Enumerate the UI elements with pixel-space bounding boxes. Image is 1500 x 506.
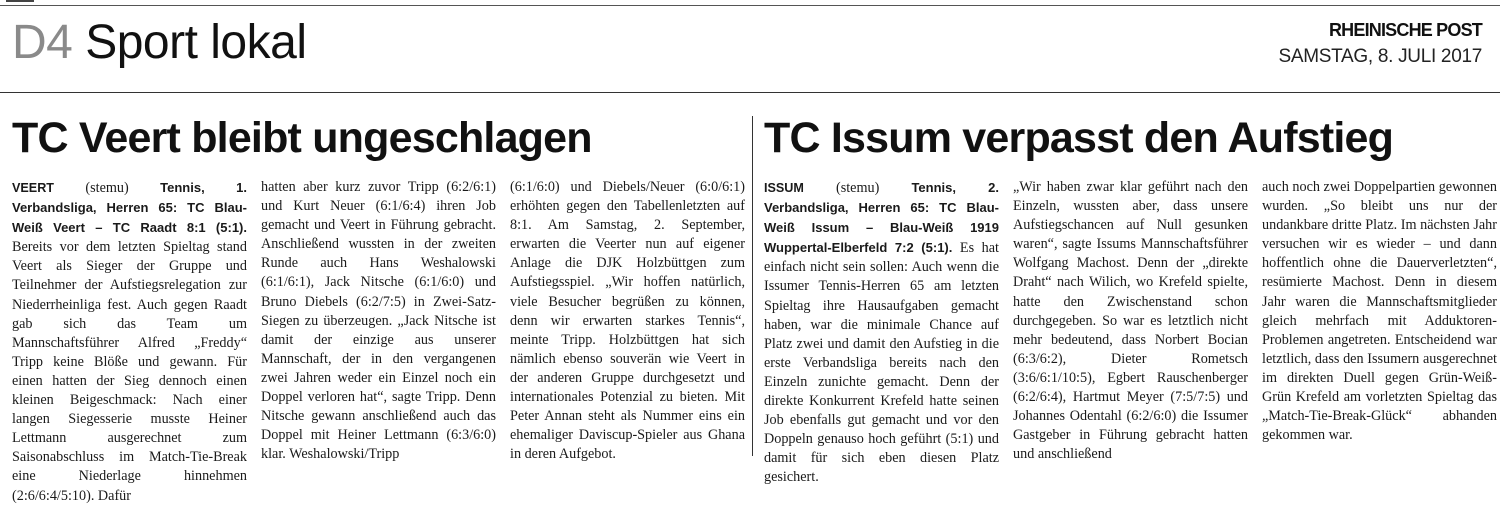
article-headline: TC Issum verpasst den Aufstieg [764,114,1394,162]
article-column-2: hatten aber kurz zuvor Tripp (6:2/6:1) und Kurt Neuer (6:1/6:4) ihren Job gemacht und Veert in Führung gebracht. Anschließend wussten in der zweiten Runde auch Hans Weshalowski (6:1/6:1), Jack Nitsche (6:1/6:0) und Bruno Diebels (6:2/7:5) in Zwei-Satz-Siegen zu überzeugen. „Jack Nitsche ist damit der einzige aus unserer Mannschaft, der in den vergangenen zwei Jahren weder ein Einzel noch ein Doppel verloren hat“, sagte Tripp. Denn Nitsche gewann anschließend auch das Doppel mit Heiner Lettmann (6:3/6:0) klar. Weshalowski/Tripp [261,179,496,463]
article-veert [12,108,745,504]
article-body [764,178,1497,486]
article-divider [752,116,753,456]
top-corner-mark [6,0,34,2]
section-name: Sport lokal [85,16,307,69]
dateline: ISSUM [764,181,804,195]
column-text: Es hat einfach nicht sein sollen: Auch wenn die Issumer Tennis-Herren 65 am letzten Spieltag ihre Hausaufgaben gemacht haben, war die minimale Chance auf Platz zwei und damit den Aufstieg in die erste Verbandsliga bereits nach den Einzeln zunichte gemacht. Denn der direkte Konkurrent Krefeld hatte seinen Job ebenfalls gut gemacht und vor den Doppeln genauso hoch geführt (5:1) und damit für sich eben diesen Platz gesichert. [764,240,999,486]
section-title [12,16,306,70]
section-code: D4 [12,16,73,69]
article-column-1 [764,178,999,488]
lead-match-result: Tennis, 2. Verbandsliga, Herren 65: TC Blau-Weiß Issum – Blau-Weiß 1919 Wuppertal-Elberfeld 7:2 (5:1). [764,180,999,256]
article-column-2: „Wir haben zwar klar geführt nach den Einzeln, wussten aber, dass unsere Aufstiegschancen auf Null gesunken waren“, sagte Issums Mannschaftsführer Wolfgang Machost. Denn der „direkte Draht“ nach Wilich, wo Krefeld spielte, hatte den Zwischenstand schon durchgegeben. So war es letztlich nicht mehr bedeutend, dass Norbert Bocian (6:3/6:2), Dieter Rometsch (3:6/6:1/10:5), Egbert Rauschenberger (6:2/6:4), Hartmut Meyer (7:5/7:5) und Johannes Odentahl (6:2/6:0) die Issumer Gastgeber in Führung gebracht hatten und anschließend [1013,179,1248,463]
publication-date: SAMSTAG, 8. JULI 2017 [1278,46,1482,67]
article-column-3: (6:1/6:0) und Diebels/Neuer (6:0/6:1) erhöhten gegen den Tabellenletzten auf 8:1. Am Samstag, 2. September, erwarten die Veerter nun auf eigener Anlage die DJK Holzbüttgen zum Aufstiegsspiel. „Wir hoffen natürlich, viele Besucher begrüßen zu können, denn wir erwarten starkes Tennis“, meinte Tripp. Holzbüttgen hat sich nämlich ebenso souverän wie Veert in der anderen Gruppe durchgesetzt und internationales Potenzial zu bieten. Mit Peter Annan steht als Nummer eins ein ehemaliger Daviscup-Spieler aus Ghana in deren Aufgebot. [510,179,745,463]
article-headline: TC Veert bleibt ungeschlagen [12,114,592,162]
article-issum [764,108,1497,486]
dateline: VEERT [12,181,54,195]
article-column-3: auch noch zwei Doppelpartien gewonnen wurden. „So bleibt uns nur der undankbare dritte Platz. Im nächsten Jahr versuchen wir es wieder – und dann hoffentlich ohne die Dauerverletzten“, resümierte Machost. Denn in diesem Jahr waren die Mannschaftsmitglieder gleich mehrfach mit Adduktoren-Problemen angetreten. Entscheidend war letztlich, dass den Issumern ausgerechnet im direkten Duell gegen Grün-Weiß-Grün Krefeld am vorletzten Spieltag das „Match-Tie-Break-Glück“ abhanden gekommen war. [1262,179,1497,444]
header-rule [0,92,1500,93]
column-text: Bereits vor dem letzten Spieltag stand Veert als Sieger der Gruppe und Teilnehmer der Aufstiegsrelegation zur Niederrheinliga fest. Auch gegen Raadt gab sich das Team um Mannschaftsführer Alfred „Freddy“ Tripp keine Blöße und gewann. Für einen hatten der Sieg dennoch einen kleinen Beigeschmack: Nach einer langen Siegesserie musste Heiner Lettmann ausgerechnet zum Saisonabschluss im Match-Tie-Break eine Niederlage hinnehmen (2:6/6:4/5:10). Dafür [12,239,247,504]
article-body [12,178,745,504]
publisher-name: RHEINISCHE POST [1328,20,1482,40]
page-header [12,14,1490,78]
author-tag: (stemu) [803,180,912,196]
article-column-1 [12,178,247,506]
author-tag: (stemu) [54,180,161,196]
top-rule [0,0,1500,6]
lead-match-result: Tennis, 1. Verbandsliga, Herren 65: TC Blau-Weiß Veert – TC Raadt 8:1 (5:1). [12,180,247,236]
